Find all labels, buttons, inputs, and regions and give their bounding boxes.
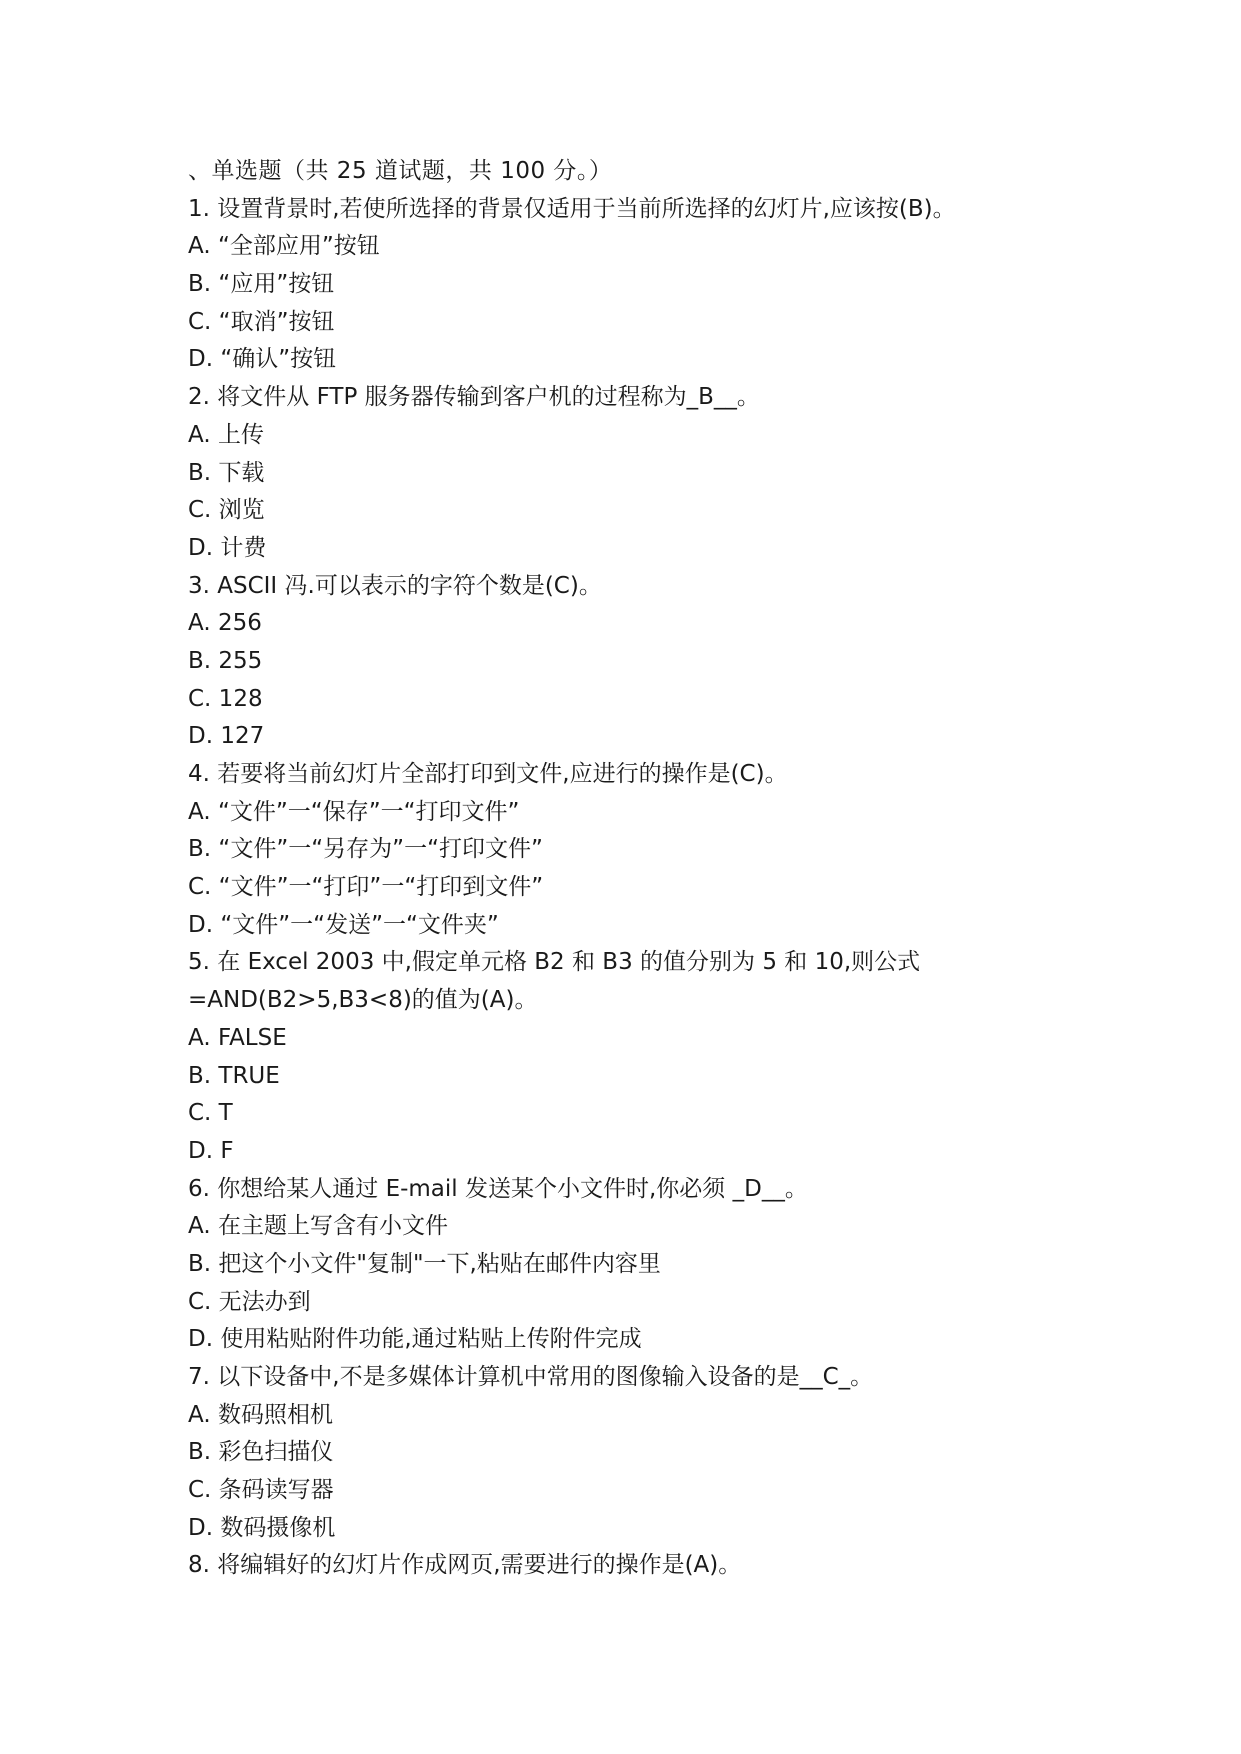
option-5d: D. F xyxy=(188,1137,234,1164)
option-5a: A. FALSE xyxy=(188,1024,287,1051)
document-page xyxy=(188,153,1188,1585)
option-4a: A. “文件”一“保存”一“打印文件” xyxy=(188,798,520,825)
question-4: 4. 若要将当前幻灯片全部打印到文件,应进行的操作是(C)。 xyxy=(188,761,788,787)
option-6d: D. 使用粘贴附件功能,通过粘贴上传附件完成 xyxy=(188,1326,642,1353)
option-7d: D. 数码摄像机 xyxy=(188,1514,336,1541)
option-3d: D. 127 xyxy=(188,723,265,750)
option-2c: C. 浏览 xyxy=(188,497,265,524)
option-6c: C. 无法办到 xyxy=(188,1288,311,1315)
question-7: 7. 以下设备中,不是多媒体计算机中常用的图像输入设备的是__C_。 xyxy=(188,1364,874,1390)
question-2: 2. 将文件从 FTP 服务器传输到客户机的过程称为_B__。 xyxy=(188,384,760,411)
question-1: 1. 设置背景时,若使所选择的背景仅适用于当前所选择的幻灯片,应该按(B)。 xyxy=(188,195,956,222)
option-3c: C. 128 xyxy=(188,685,263,712)
option-7c: C. 条码读写器 xyxy=(188,1477,334,1504)
question-5: 5. 在 Excel 2003 中,假定单元格 B2 和 B3 的值分别为 5 和 10,则公式 xyxy=(188,949,921,976)
option-6a: A. 在主题上写含有小文件 xyxy=(188,1213,448,1240)
option-1a: A. “全部应用”按钮 xyxy=(188,233,380,260)
option-5b: B. TRUE xyxy=(188,1062,280,1089)
option-4b: B. “文件”一“另存为”一“打印文件” xyxy=(188,836,543,863)
option-2b: B. 下载 xyxy=(188,459,265,486)
option-2a: A. 上传 xyxy=(188,421,264,448)
option-1d: D. “确认”按钮 xyxy=(188,346,337,373)
option-7b: B. 彩色扫描仪 xyxy=(188,1439,334,1466)
option-2d: D. 计费 xyxy=(188,534,267,561)
option-1c: C. “取消”按钮 xyxy=(188,308,335,335)
question-6: 6. 你想给某人通过 E-mail 发送某个小文件时,你必须 _D__。 xyxy=(188,1175,808,1202)
option-4c: C. “文件”一“打印”一“打印到文件” xyxy=(188,874,544,901)
option-6b: B. 把这个小文件"复制"一下,粘贴在邮件内容里 xyxy=(188,1250,661,1277)
question-5-continued: =AND(B2>5,B3<8)的值为(A)。 xyxy=(188,987,538,1014)
option-3b: B. 255 xyxy=(188,647,263,674)
option-5c: C. T xyxy=(188,1100,233,1127)
option-3a: A. 256 xyxy=(188,610,262,637)
option-7a: A. 数码照相机 xyxy=(188,1401,333,1428)
option-1b: B. “应用”按钮 xyxy=(188,271,335,298)
question-3: 3. ASCII 冯.可以表示的字符个数是(C)。 xyxy=(188,572,602,599)
question-8: 8. 将编辑好的幻灯片作成网页,需要进行的操作是(A)。 xyxy=(188,1552,742,1579)
section-heading: 、单选题（共 25 道试题，共 100 分。） xyxy=(188,158,613,184)
option-4d: D. “文件”一“发送”一“文件夹” xyxy=(188,911,499,938)
